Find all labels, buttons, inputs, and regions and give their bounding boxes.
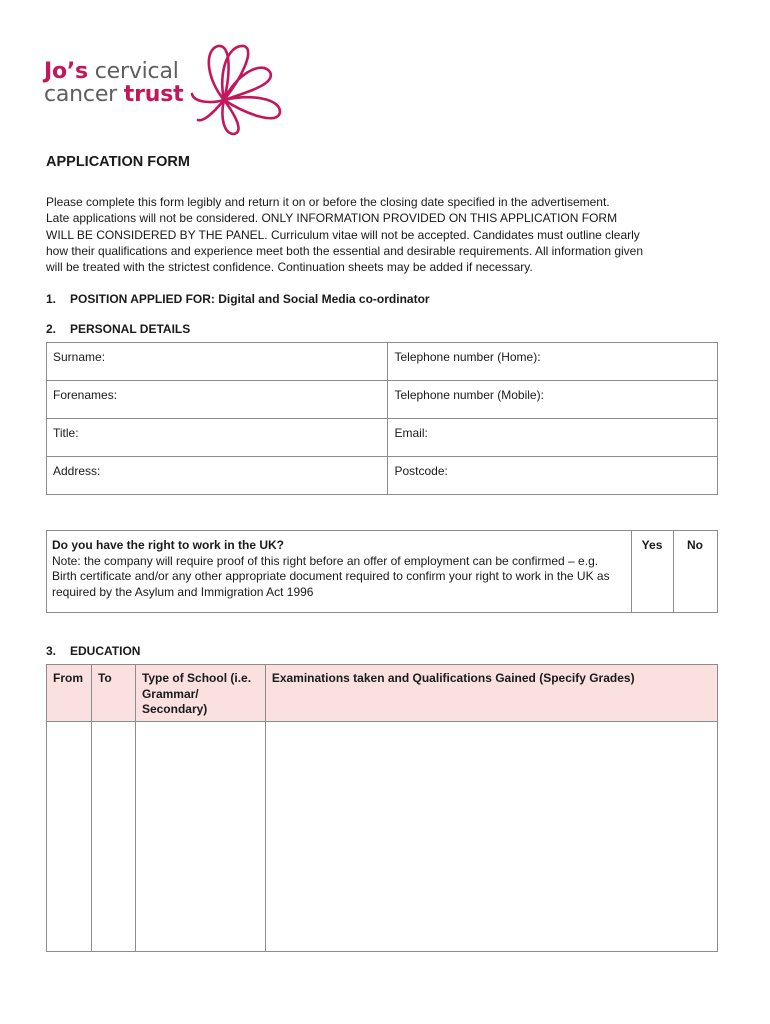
- postcode-label: Postcode:: [394, 464, 448, 478]
- section-position-applied: [46, 292, 430, 306]
- telephone-home-field[interactable]: [388, 343, 718, 381]
- logo-word-cancer: cancer: [44, 82, 117, 107]
- telephone-mobile-field[interactable]: [388, 381, 718, 419]
- telephone-mobile-label: Telephone number (Mobile):: [394, 388, 544, 402]
- logo-word-cervical: cervical: [94, 59, 179, 84]
- jos-cervical-cancer-trust-logo: [44, 38, 294, 148]
- section-education: [46, 644, 140, 658]
- intro-line: Late applications will not be considered. ONLY INFORMATION PROVIDED ON THIS APPLICATION FORM: [46, 211, 618, 226]
- table-row: [47, 457, 718, 495]
- right-to-work-question-cell: [47, 531, 632, 613]
- right-to-work-table: [46, 530, 718, 613]
- logo-line-2: [44, 84, 183, 106]
- column-header-qualifications: Examinations taken and Qualifications Gained (Specify Grades): [265, 665, 717, 722]
- forenames-label: Forenames:: [53, 388, 118, 402]
- intro-line: will be treated with the strictest confidence. Continuation sheets may be added if necessary.: [46, 260, 533, 275]
- yes-label: Yes: [641, 538, 663, 552]
- education-entry-row: [47, 722, 718, 952]
- logo-line-1: [44, 61, 179, 83]
- right-to-work-note: Note: the company will require proof of this right before an offer of employment can be confirmed – e.g. Birth certificate and/or any other appropriate document required to confirm your right to work in the UK as required by the Asylum and Immigration Act 1996: [52, 553, 610, 599]
- logo-word-trust: trust: [123, 82, 184, 107]
- section-label: POSITION APPLIED FOR: Digital and Social Media co-ordinator: [70, 292, 430, 306]
- section-number: 1.: [46, 292, 57, 306]
- form-title: APPLICATION FORM: [46, 154, 190, 170]
- table-row: [47, 381, 718, 419]
- no-option[interactable]: [674, 531, 718, 613]
- section-number: 3.: [46, 644, 57, 658]
- intro-line: Please complete this form legibly and return it on or before the closing date specified in the advertisement.: [46, 195, 610, 209]
- column-header-from: From: [47, 665, 92, 722]
- section-label: EDUCATION: [70, 644, 141, 658]
- surname-label: Surname:: [53, 350, 106, 364]
- table-row: [47, 419, 718, 457]
- section-number: 2.: [46, 322, 57, 336]
- from-input-cell[interactable]: [47, 722, 92, 952]
- no-label: No: [687, 538, 703, 552]
- address-field[interactable]: [47, 457, 388, 495]
- intro-line: WILL BE CONSIDERED BY THE PANEL. Curriculum vitae will not be accepted. Candidates must outline clearly: [46, 227, 640, 242]
- column-header-school-type: Type of School (i.e. Grammar/ Secondary): [135, 665, 265, 722]
- postcode-field[interactable]: [388, 457, 718, 495]
- yes-option[interactable]: [632, 531, 674, 613]
- right-to-work-question: Do you have the right to work in the UK?: [52, 538, 285, 552]
- flower-logo-icon: [184, 38, 294, 138]
- intro-line: how their qualifications and experience meet both the essential and desirable requirements. All information given: [46, 243, 644, 258]
- personal-details-table: [46, 342, 718, 495]
- education-table: [46, 664, 718, 952]
- to-input-cell[interactable]: [91, 722, 135, 952]
- section-label: PERSONAL DETAILS: [70, 322, 191, 336]
- education-header-row: [47, 665, 718, 722]
- surname-field[interactable]: [47, 343, 388, 381]
- intro-paragraph: [46, 194, 706, 275]
- telephone-home-label: Telephone number (Home):: [394, 350, 541, 364]
- email-label: Email:: [394, 426, 428, 440]
- address-label: Address:: [53, 464, 101, 478]
- title-field[interactable]: [47, 419, 388, 457]
- table-row: [47, 531, 718, 613]
- logo-word-jos: Jo’s: [44, 59, 88, 84]
- title-label: Title:: [53, 426, 79, 440]
- section-personal-details: [46, 322, 190, 336]
- column-header-to: To: [91, 665, 135, 722]
- qualifications-input-cell[interactable]: [265, 722, 717, 952]
- email-field[interactable]: [388, 419, 718, 457]
- school-type-input-cell[interactable]: [135, 722, 265, 952]
- table-row: [47, 343, 718, 381]
- forenames-field[interactable]: [47, 381, 388, 419]
